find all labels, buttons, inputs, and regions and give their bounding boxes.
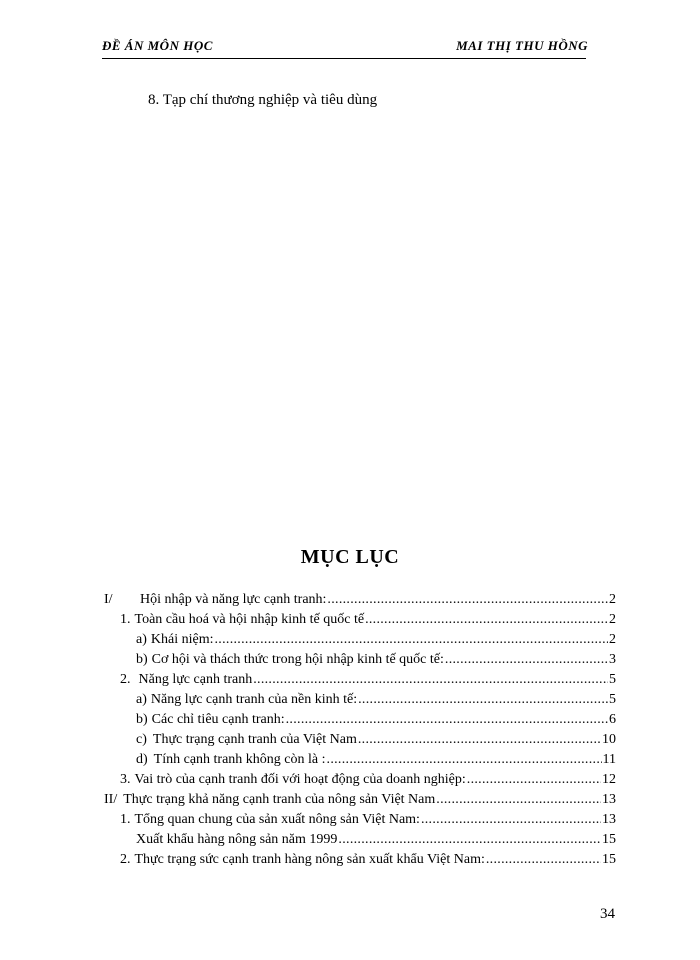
toc-entry-number: d) <box>136 752 148 767</box>
toc-entry-page: 2 <box>609 592 616 607</box>
toc-entry-number: I/ <box>104 592 113 607</box>
toc-leader-dots <box>253 672 608 688</box>
toc-entry-number: 1. <box>120 612 131 627</box>
toc-leader-dots <box>327 752 602 768</box>
toc-entry-number: a) <box>136 632 147 647</box>
toc-entry[interactable] <box>136 712 616 732</box>
toc-entry-number: II/ <box>104 792 118 807</box>
toc-entry-page: 12 <box>602 772 616 787</box>
toc-entry-text: Tính cạnh tranh không còn là : <box>153 752 326 767</box>
toc-leader-dots <box>467 772 601 788</box>
toc-entry[interactable] <box>120 812 616 832</box>
toc-entry[interactable] <box>136 692 616 712</box>
toc-entry-page: 5 <box>609 672 616 687</box>
toc-entry-number: c) <box>136 732 147 747</box>
toc-entry[interactable] <box>120 672 616 692</box>
toc-leader-dots <box>445 652 608 668</box>
toc-entry-number: b) <box>136 712 148 727</box>
toc-title: MỤC LỤC <box>300 546 400 568</box>
toc-leader-dots <box>358 692 608 708</box>
toc-entry-text: Vai trò của cạnh tranh đối với hoạt động của doanh nghiệp: <box>134 772 466 787</box>
toc-entry-number: 1. <box>120 812 131 827</box>
toc-entry-page: 11 <box>602 752 616 767</box>
toc-leader-dots <box>215 632 609 648</box>
toc-entry-text: Hội nhập và năng lực cạnh tranh: <box>140 592 327 607</box>
toc-entry-text: Xuất khẩu hàng nông sản năm 1999 <box>136 832 338 847</box>
toc-entry-number: b) <box>136 652 148 667</box>
toc-entry-page: 5 <box>609 692 616 707</box>
toc-entry-text: Thực trạng cạnh tranh của Việt Nam <box>152 732 357 747</box>
toc-entry-page: 2 <box>609 632 616 647</box>
toc-entry-number: 3. <box>120 772 131 787</box>
toc-entry-text: Toàn cầu hoá và hội nhập kinh tế quốc tế <box>134 612 365 627</box>
header-divider <box>102 58 586 59</box>
toc-entry[interactable] <box>120 612 616 632</box>
toc-entry[interactable] <box>136 652 616 672</box>
toc-entry-text: Cơ hội và thách thức trong hội nhập kinh tế quốc tế: <box>151 652 444 667</box>
toc-leader-dots <box>365 612 608 628</box>
toc-entry[interactable] <box>136 732 616 752</box>
toc-leader-dots <box>327 592 608 608</box>
toc-entry-page: 15 <box>602 832 616 847</box>
toc-entry-page: 3 <box>609 652 616 667</box>
toc-entry-number: 2. <box>120 672 131 687</box>
reference-item-8: 8. Tạp chí thương nghiệp và tiêu dùng <box>148 92 378 108</box>
toc-entry-text: Năng lực cạnh tranh của nền kinh tế: <box>150 692 358 707</box>
toc-entry[interactable] <box>104 792 616 812</box>
toc-entry[interactable] <box>120 852 616 872</box>
header-author-name: MAI THỊ THU HỒNG <box>456 38 588 53</box>
toc-leader-dots <box>358 732 601 748</box>
toc-entry-text: Khái niệm: <box>150 632 214 647</box>
toc-entry-number: 2. <box>120 852 131 867</box>
page-number: 34 <box>600 906 615 922</box>
toc-entry-text: Thực trạng sức cạnh tranh hàng nông sản xuất khẩu Việt Nam: <box>134 852 485 867</box>
toc-entry-text: Các chỉ tiêu cạnh tranh: <box>151 712 285 727</box>
toc-entry[interactable] <box>136 832 616 852</box>
toc-entry[interactable] <box>120 772 616 792</box>
toc-entry[interactable] <box>136 632 616 652</box>
toc-leader-dots <box>421 812 601 828</box>
toc-entry-page: 13 <box>602 812 616 827</box>
toc-entry-text: Năng lực cạnh tranh <box>138 672 253 687</box>
header-course-title: ĐỀ ÁN MÔN HỌC <box>102 38 213 53</box>
toc-entry-page: 13 <box>602 792 616 807</box>
toc-leader-dots <box>486 852 601 868</box>
toc-entry-page: 2 <box>609 612 616 627</box>
page-header <box>0 38 700 60</box>
toc-entry-text: Thực trạng khả năng cạnh tranh của nông sản Việt Nam <box>123 792 436 807</box>
toc-entry-page: 6 <box>609 712 616 727</box>
toc-leader-dots <box>286 712 608 728</box>
toc-leader-dots <box>338 832 601 848</box>
toc-entry-page: 10 <box>602 732 616 747</box>
toc-leader-dots <box>436 792 601 808</box>
toc-entry-text: Tổng quan chung của sản xuất nông sản Việt Nam: <box>134 812 420 827</box>
toc-entry[interactable] <box>136 752 616 772</box>
toc-entry-page: 15 <box>602 852 616 867</box>
toc-entry[interactable] <box>104 592 616 612</box>
toc-entry-number: a) <box>136 692 147 707</box>
